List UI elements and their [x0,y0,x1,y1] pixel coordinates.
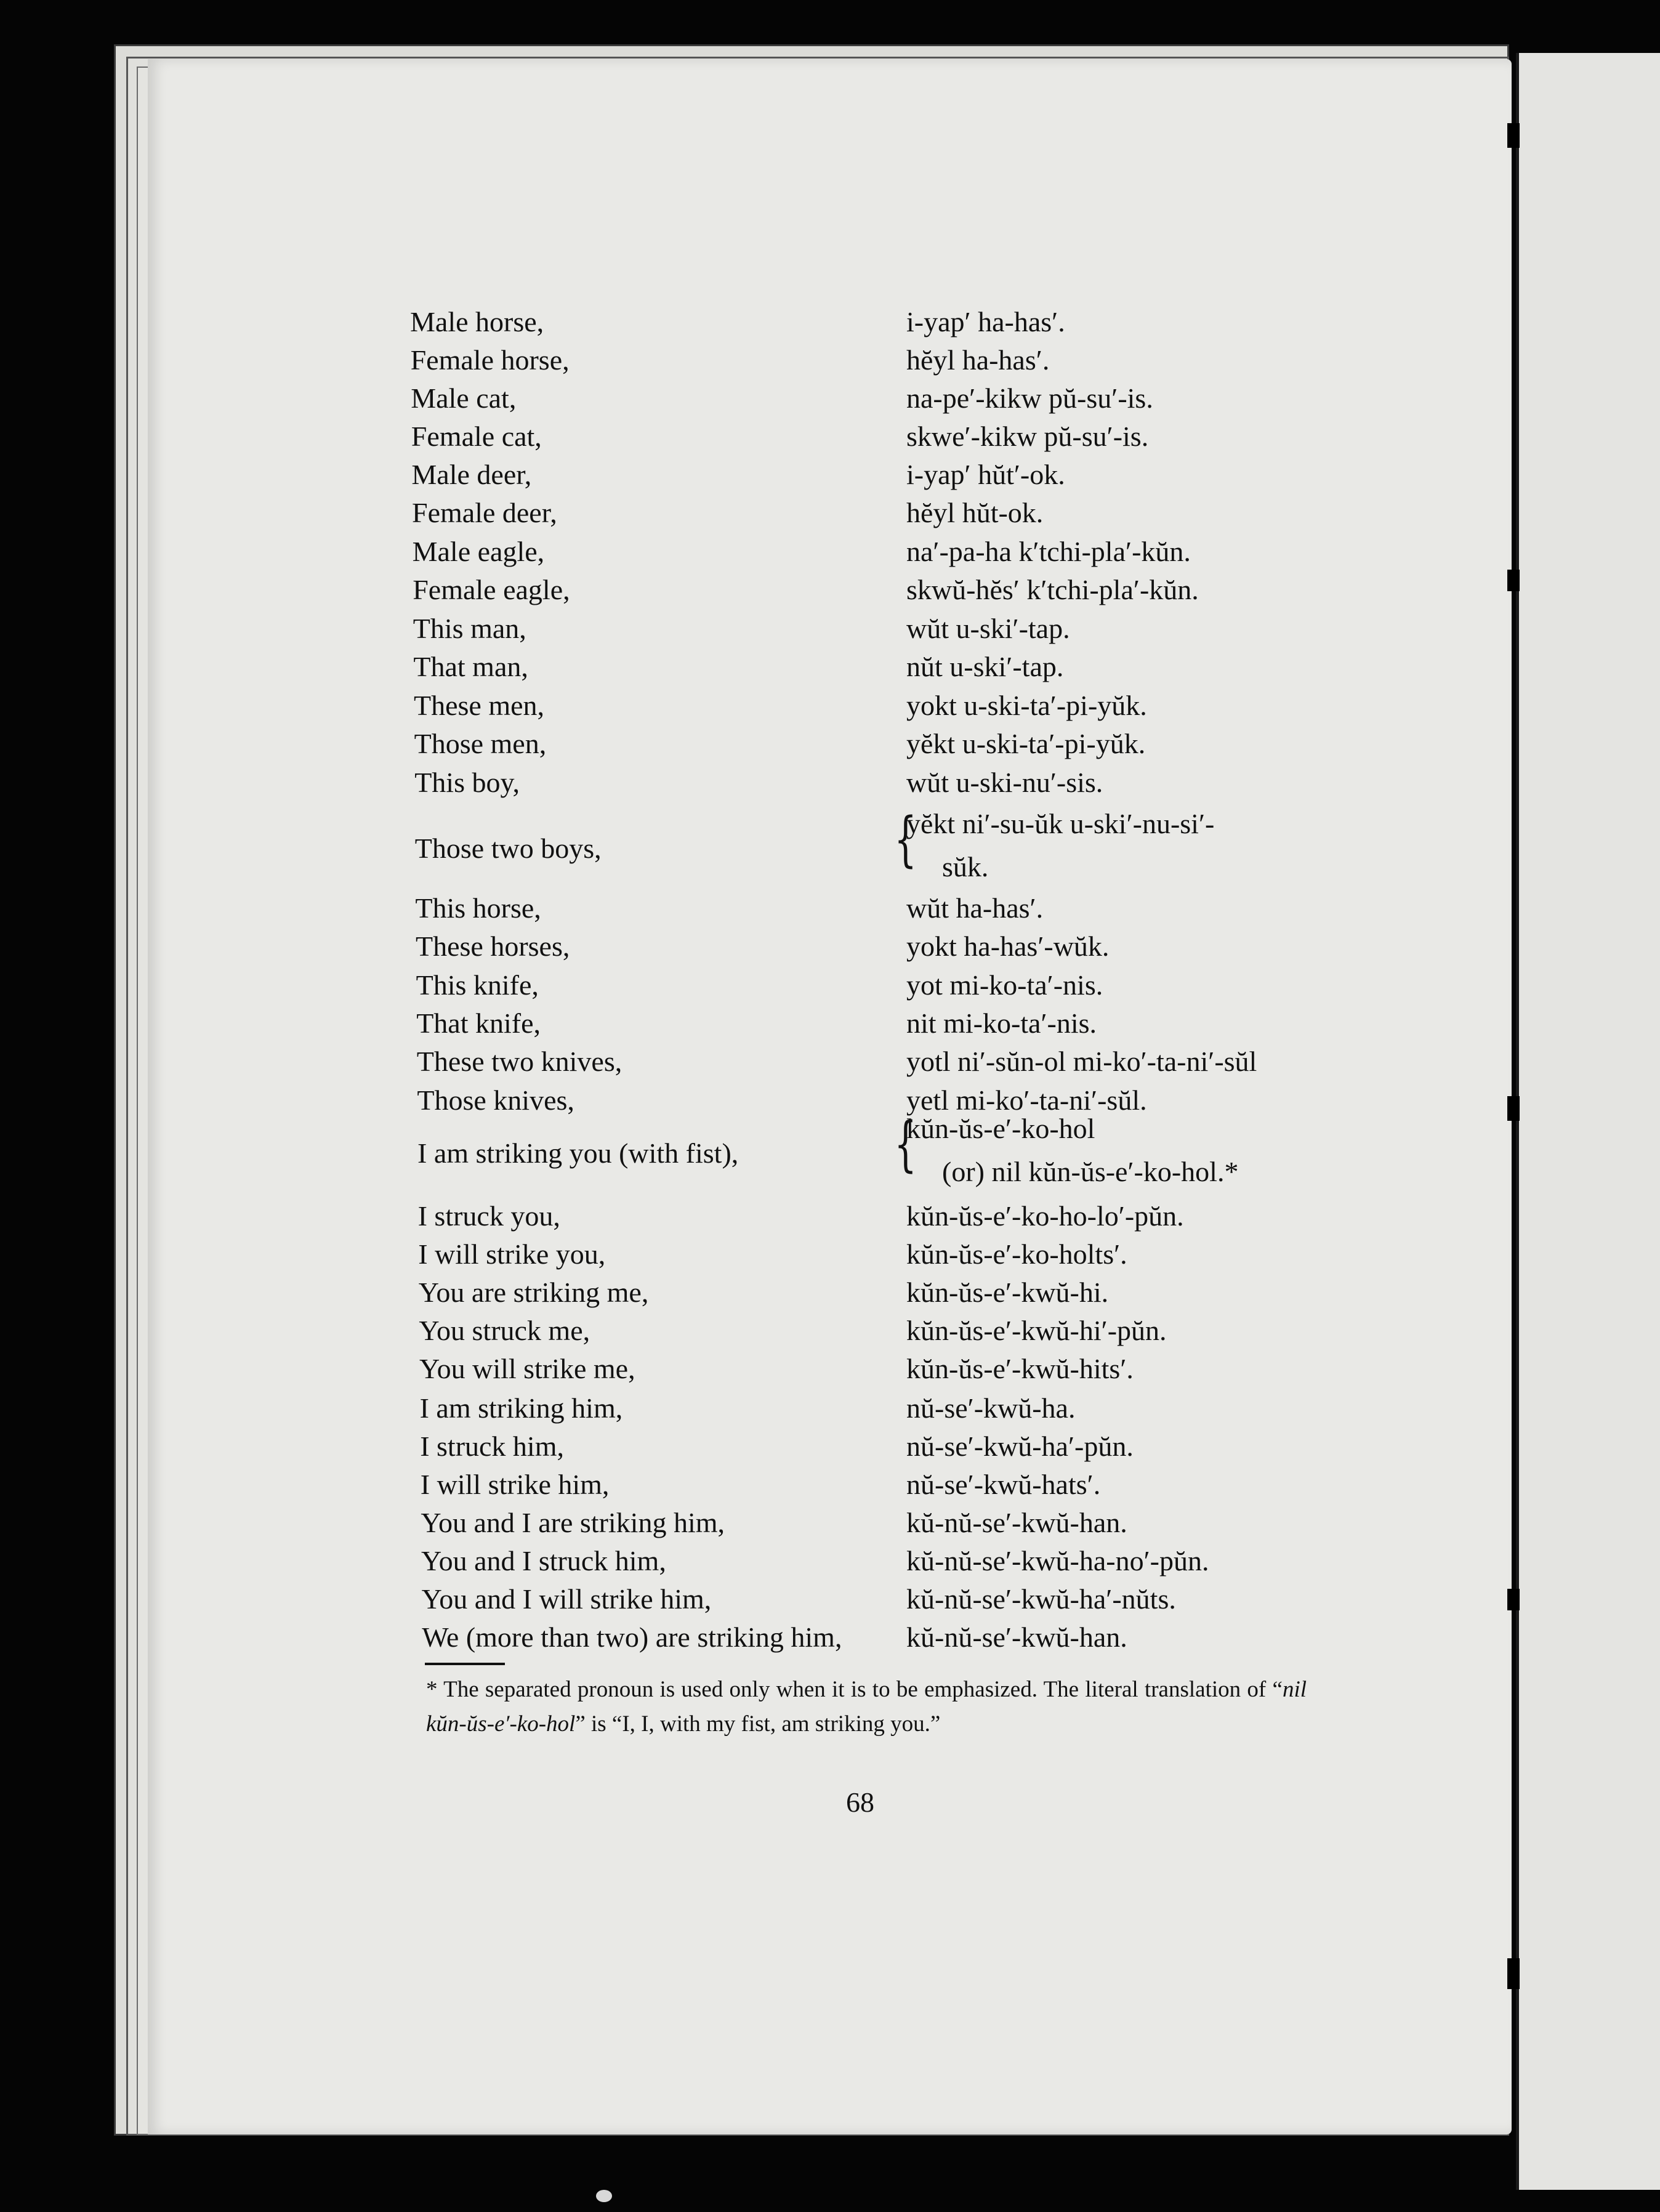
english-term: Male deer, [411,459,532,490]
native-term: wŭt ha-has′. [906,892,1044,924]
english-term: That knife, [416,1007,541,1039]
binding-mark [1507,570,1520,591]
english-term: This horse, [415,892,541,924]
native-term: kŭn-ŭs-e′-kwŭ-hi′-pŭn. [906,1315,1167,1346]
english-term: Those knives, [417,1084,574,1116]
english-term: This knife, [416,969,539,1001]
binding-mark [1507,1958,1520,1989]
native-term: nŭ-se′-kwŭ-ha. [906,1392,1076,1424]
english-term: Male eagle, [412,536,545,567]
english-term: This boy, [414,767,520,798]
native-term: yetl mi-ko′-ta-ni′-sŭl. [906,1084,1147,1116]
english-term: You struck me, [419,1315,590,1346]
brace-icon: { [894,1110,917,1179]
native-term: nŭ-se′-kwŭ-hats′. [906,1469,1101,1500]
native-term: skwe′-kikw pŭ-su′-is. [906,421,1149,452]
english-term: This man, [413,613,526,644]
native-term: yotl ni′-sŭn-ol mi-ko′-ta-ni′-sŭl [906,1046,1257,1077]
native-term-continuation: (or) nil kŭn-ŭs-e′-ko-hol.* [942,1156,1239,1187]
english-term: I am striking you (with fist), [417,1137,739,1169]
native-term: na-pe′-kikw pŭ-su′-is. [906,382,1153,414]
native-term: yokt u-ski-ta′-pi-yŭk. [906,690,1147,721]
english-term: Female cat, [411,421,542,452]
native-term: kŭ-nŭ-se′-kwŭ-han. [906,1621,1127,1653]
footnote: * The separated pronoun is used only when it is to be emphasized. The literal translation of “nil kŭn-ŭs-e′-ko-hol” is “I, I, with my fist, am striking you.” [426,1677,1307,1737]
english-term: You and I struck him, [421,1545,666,1576]
english-term: Male cat, [411,382,517,414]
native-term: kŭn-ŭs-e′-ko-holts′. [906,1238,1127,1270]
native-term: skwŭ-hĕs′ k′tchi-pla′-kŭn. [906,574,1199,605]
english-term: I struck him, [420,1431,564,1462]
native-term: kŭn-ŭs-e′-ko-ho-lo′-pŭn. [906,1200,1184,1232]
native-term: na′-pa-ha k′tchi-pla′-kŭn. [906,536,1191,567]
english-term: Female deer, [412,497,557,528]
native-term: kŭ-nŭ-se′-kwŭ-ha-no′-pŭn. [906,1545,1209,1576]
english-term: You will strike me, [419,1353,635,1384]
english-term: Male horse, [410,306,544,337]
binding-mark [1507,1589,1520,1610]
english-term: Female eagle, [413,574,570,605]
native-term: i-yap′ hŭt′-ok. [906,459,1065,490]
footnote-italic-phrase: nil kŭn-ŭs-e′-ko-hol [426,1677,1307,1737]
english-term: You are striking me, [418,1277,649,1308]
native-term: yot mi-ko-ta′-nis. [906,969,1103,1001]
footnote-rule [425,1663,505,1665]
native-term: kŭn-ŭs-e′-kwŭ-hits′. [906,1353,1134,1384]
english-term: These men, [414,690,545,721]
native-term: kŭn-ŭs-e′-kwŭ-hi. [906,1277,1109,1308]
binding-mark [1507,123,1520,148]
native-term: yĕkt u-ski-ta′-pi-yŭk. [906,728,1146,759]
english-term: Those men, [414,728,547,759]
native-term: i-yap′ ha-has′. [906,306,1065,337]
native-term: kŭn-ŭs-e′-ko-hol [906,1113,1095,1144]
facing-page-edge [1516,53,1660,2190]
native-term: hĕyl hŭt-ok. [906,497,1044,528]
english-term: These horses, [416,930,570,962]
page-number: 68 [846,1786,874,1818]
english-term: I will strike you, [418,1238,606,1270]
english-term: I am striking him, [419,1392,623,1424]
english-term: I struck you, [417,1200,560,1232]
native-term: nit mi-ko-ta′-nis. [906,1007,1097,1039]
brace-icon: { [894,805,917,874]
native-term: kŭ-nŭ-se′-kwŭ-han. [906,1507,1127,1538]
english-term: Female horse, [410,344,570,376]
native-term: yokt ha-has′-wŭk. [906,930,1110,962]
native-term: kŭ-nŭ-se′-kwŭ-ha′-nŭts. [906,1583,1176,1615]
native-term: nŭ-se′-kwŭ-ha′-pŭn. [906,1431,1134,1462]
english-term: Those two boys, [414,833,602,864]
native-term: yĕkt ni′-su-ŭk u-ski′-nu-si′- [906,808,1215,839]
binding-mark [1507,1096,1520,1121]
english-term: You and I are striking him, [421,1507,725,1538]
scan-speck [596,2190,612,2202]
native-term: nŭt u-ski′-tap. [906,651,1064,682]
english-term: I will strike him, [420,1469,610,1500]
native-term: wŭt u-ski′-tap. [906,613,1070,644]
english-term: You and I will strike him, [421,1583,712,1615]
native-term: wŭt u-ski-nu′-sis. [906,767,1103,798]
english-term: We (more than two) are striking him, [422,1621,842,1653]
english-term: These two knives, [416,1046,622,1077]
english-term: That man, [413,651,528,682]
native-term: hĕyl ha-has′. [906,344,1050,376]
native-term-continuation: sŭk. [942,851,989,882]
